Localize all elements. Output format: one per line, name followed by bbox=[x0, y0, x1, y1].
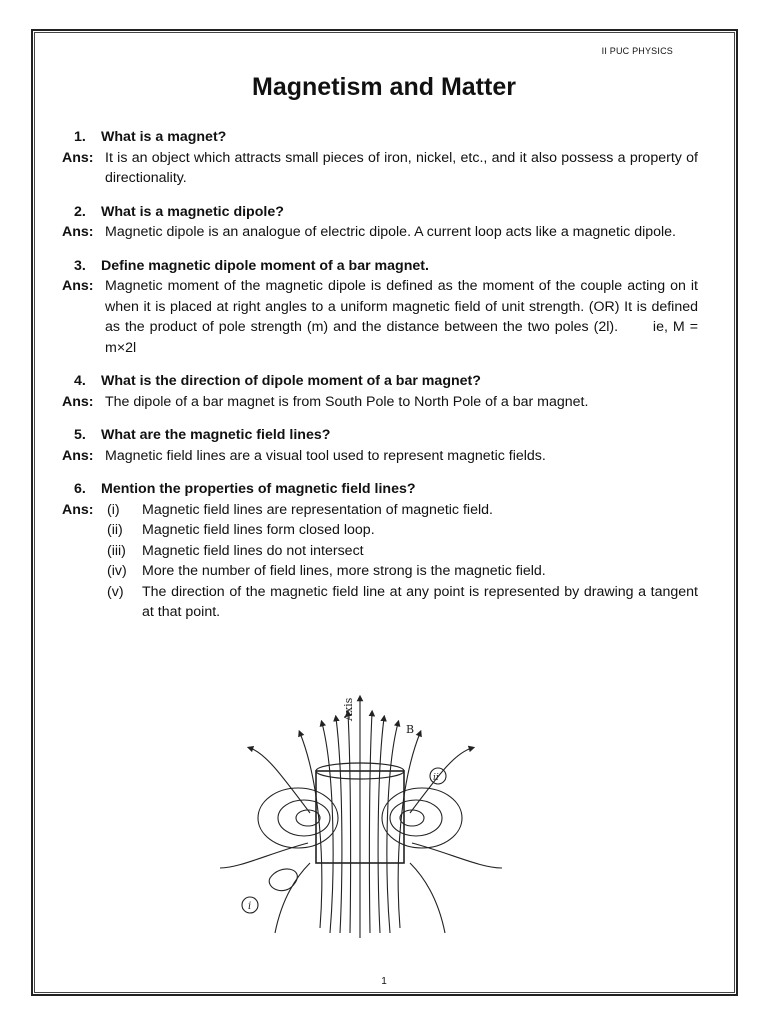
question: 2. What is a magnetic dipole? bbox=[74, 203, 284, 220]
question: 5. What are the magnetic field lines? bbox=[74, 427, 331, 443]
qa-item-2 bbox=[62, 202, 698, 243]
question: 1. What is a magnet? bbox=[74, 129, 227, 145]
question: 6. Mention the properties of magnetic field lines? bbox=[74, 481, 416, 497]
header-tag: II PUC PHYSICS bbox=[601, 46, 673, 56]
property-item: (v) The direction of the magnetic field line at any point is represented by drawing a tangent at that point. bbox=[107, 583, 698, 620]
property-item: (iii) Magnetic field lines do not intersect bbox=[107, 542, 364, 559]
answer: Ans: Magnetic field lines are a visual tool used to represent magnetic fields. bbox=[62, 447, 546, 464]
question: 4. What is the direction of dipole moment of a bar magnet? bbox=[74, 373, 481, 389]
qa-item-1 bbox=[62, 127, 698, 189]
property-item: (i) Magnetic field lines are representation of magnetic field. bbox=[107, 501, 493, 518]
qa-item-6 bbox=[62, 479, 698, 623]
answer: Ans: It is an object which attracts small pieces of iron, nickel, etc., and it also possess a property of directionality. bbox=[62, 149, 698, 186]
answer: Ans: Magnetic moment of the magnetic dipole is defined as the moment of the couple acting on it when it is placed at right angles to a uniform magnetic field of unit strength. (OR) It is defined as the product of pole strength (m) and the distance between the two poles (2l). ie, M = m×2l bbox=[62, 278, 702, 356]
answer: Ans: Magnetic dipole is an analogue of electric dipole. A current loop acts like a magnetic dipole. bbox=[62, 224, 676, 240]
qa-item-4 bbox=[62, 371, 698, 412]
outer-field-lines bbox=[220, 748, 502, 933]
loop-ii-label: ii bbox=[433, 773, 439, 783]
b-label: B bbox=[406, 723, 415, 736]
qa-content bbox=[62, 127, 702, 636]
property-item: (iv) More the number of field lines, more strong is the magnetic field. bbox=[107, 563, 546, 579]
axis-label: Axis bbox=[342, 697, 355, 721]
answer: Ans: (i) Magnetic field lines are representation of magnetic field. (ii) Magnetic field lines form closed loop. (iii) Magnetic field lines do not intersect (iv) More the number of field lines, more strong is the magnetic field. (v) The direction of the magnetic field line at any point is represented by drawing a tangent at that point. bbox=[62, 500, 698, 623]
qa-item-3 bbox=[62, 256, 702, 359]
loop-i-label: i bbox=[248, 901, 252, 912]
loop-i-curve bbox=[269, 869, 297, 891]
magnetic-field-diagram bbox=[210, 693, 510, 943]
answer: Ans: The dipole of a bar magnet is from South Pole to North Pole of a bar magnet. bbox=[62, 393, 589, 410]
qa-item-5 bbox=[62, 425, 698, 466]
properties-list bbox=[105, 500, 698, 623]
page-title: Magnetism and Matter bbox=[252, 73, 516, 101]
page-number: 1 bbox=[381, 976, 387, 987]
question: 3. Define magnetic dipole moment of a bar magnet. bbox=[74, 257, 429, 274]
property-item: (ii) Magnetic field lines form closed loop. bbox=[107, 522, 375, 538]
